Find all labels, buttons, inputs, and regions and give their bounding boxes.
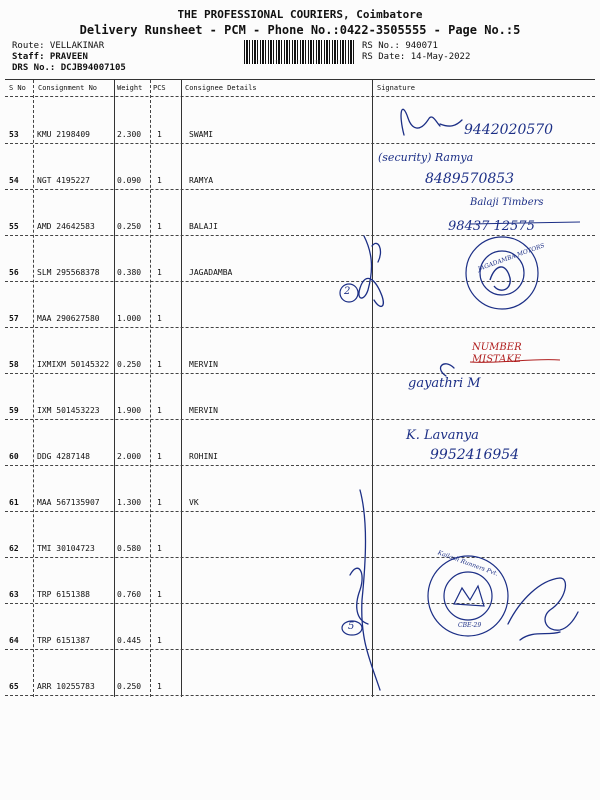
row-consignment: DDG 4287148: [37, 452, 90, 461]
row-consignee: RAMYA: [189, 176, 214, 185]
row-divider: [5, 281, 595, 282]
row-sno: 62: [9, 544, 19, 553]
row-weight: 2.300: [117, 130, 142, 139]
row-weight: 0.760: [117, 590, 142, 599]
row-pcs: 1: [157, 636, 162, 645]
row-pcs: 1: [157, 406, 162, 415]
handwritten-signature: gayathri M: [408, 376, 481, 391]
row-consignee: JAGADAMBA: [189, 268, 233, 277]
row-consignee: VK: [189, 498, 199, 507]
row-sno: 64: [9, 636, 19, 645]
row-consignment: MAA 290627580: [37, 314, 100, 323]
row-weight: 0.380: [117, 268, 142, 277]
stamp-text: JAGADAMBA MOTORS: [476, 242, 546, 273]
row-consignment: TRP 6151388: [37, 590, 90, 599]
row-sno: 56: [9, 268, 19, 277]
rs-date: RS Date: 14-May-2022: [362, 52, 471, 62]
col-divider: [33, 80, 34, 697]
row-consignment: AMD 24642583: [37, 222, 95, 231]
handwritten-phone: 9952416954: [430, 447, 520, 463]
row-pcs: 1: [157, 360, 162, 369]
runsheet-title: Delivery Runsheet - PCM - Phone No.:0422-3505555 - Page No.:5: [79, 23, 521, 37]
row-weight: 0.250: [117, 222, 142, 231]
row-pcs: 1: [157, 544, 162, 553]
row-divider: [5, 373, 595, 374]
row-consignment: TMI 30104723: [37, 544, 95, 553]
signature-long-stroke: [360, 490, 380, 690]
row-divider: [5, 695, 595, 696]
handwritten-phone: 9442020570: [464, 122, 554, 138]
row-consignment: TRP 6151387: [37, 636, 90, 645]
row-consignment: NGT 4195227: [37, 176, 90, 185]
row-weight: 1.000: [117, 314, 142, 323]
row-pcs: 1: [157, 590, 162, 599]
signature-hook: [350, 568, 368, 624]
stamp-text: CBE-29: [458, 622, 482, 629]
row-consignment: ARR 10255783: [37, 682, 95, 691]
row-sno: 61: [9, 498, 19, 507]
row-weight: 0.090: [117, 176, 142, 185]
header-divider: [5, 96, 595, 97]
col-divider: [372, 80, 373, 697]
row-divider: [5, 143, 595, 144]
row-divider: [5, 511, 595, 512]
row-sno: 57: [9, 314, 19, 323]
row-sno: 53: [9, 130, 19, 139]
row-divider: [5, 649, 595, 650]
company-title: THE PROFESSIONAL COURIERS, Coimbatore: [177, 8, 423, 21]
staff-label: Staff: PRAVEEN: [12, 52, 88, 62]
signature-flourish: [440, 120, 462, 126]
row-weight: 0.250: [117, 682, 142, 691]
row-consignee: MERVIN: [189, 406, 218, 415]
row-divider: [5, 327, 595, 328]
row-pcs: 1: [157, 176, 162, 185]
col-header-pcs: PCS: [153, 84, 166, 92]
row-consignment: IXMIXM 50145322: [37, 360, 110, 369]
row-consignment: KMU 2198409: [37, 130, 90, 139]
table-top-border: [5, 79, 595, 80]
route-label: Route: VELLAKINAR: [12, 41, 105, 51]
row-divider: [5, 419, 595, 420]
row-sno: 60: [9, 452, 19, 461]
row-pcs: 1: [157, 452, 162, 461]
row-sno: 58: [9, 360, 19, 369]
signature-right-tail: [520, 632, 560, 640]
row-divider: [5, 235, 595, 236]
row-divider: [5, 557, 595, 558]
handwritten-name: K. Lavanya: [406, 428, 479, 443]
row-pcs: 1: [157, 314, 162, 323]
col-divider: [181, 80, 182, 697]
row-pcs: 1: [157, 268, 162, 277]
signature-squiggle: [401, 109, 440, 135]
handwritten-note: (security) Ramya: [378, 151, 474, 164]
handwritten-name: Balaji Timbers: [470, 197, 544, 208]
row-pcs: 1: [157, 498, 162, 507]
signature-scribble: [372, 243, 380, 262]
row-weight: 2.000: [117, 452, 142, 461]
row-sno: 63: [9, 590, 19, 599]
col-header-weight: Weight: [117, 84, 143, 92]
row-divider: [5, 189, 595, 190]
row-divider: [5, 603, 595, 604]
rs-number: RS No.: 940071: [362, 41, 438, 51]
drs-number: DRS No.: DCJB94007105: [12, 63, 126, 73]
row-divider: [5, 465, 595, 466]
row-pcs: 1: [157, 682, 162, 691]
row-consignee: SWAMI: [189, 130, 214, 139]
row-weight: 1.300: [117, 498, 142, 507]
col-header-consignee: Consignee Details: [185, 84, 257, 92]
row-sno: 65: [9, 682, 19, 691]
signature-right: [508, 578, 578, 630]
handwritten-note-red: NUMBER MISTAKE: [472, 342, 522, 365]
row-sno: 54: [9, 176, 19, 185]
row-consignee: MERVIN: [189, 360, 218, 369]
barcode: [244, 40, 356, 64]
col-divider: [150, 80, 151, 697]
handwritten-mark: 2: [344, 286, 351, 297]
row-sno: 55: [9, 222, 19, 231]
row-consignment: IXM 501453223: [37, 406, 100, 415]
signature-loop: [441, 364, 454, 376]
row-consignment: SLM 295568378: [37, 268, 100, 277]
row-consignee: ROHINI: [189, 452, 218, 461]
row-pcs: 1: [157, 130, 162, 139]
col-divider: [114, 80, 115, 697]
handwritten-phone: 98437 12575: [448, 219, 535, 234]
row-sno: 59: [9, 406, 19, 415]
row-weight: 0.445: [117, 636, 142, 645]
row-pcs: 1: [157, 222, 162, 231]
row-consignee: BALAJI: [189, 222, 218, 231]
stamp-text: Kailash Runners Pvt.: [436, 549, 499, 578]
row-weight: 0.580: [117, 544, 142, 553]
row-weight: 0.250: [117, 360, 142, 369]
row-weight: 1.900: [117, 406, 142, 415]
col-header-sno: S No: [9, 84, 26, 92]
col-header-consignment: Consignment No: [38, 84, 98, 92]
col-header-signature: Signature: [377, 84, 415, 92]
row-consignment: MAA 567135907: [37, 498, 100, 507]
handwritten-mark: 5: [348, 621, 355, 632]
handwritten-phone: 8489570853: [425, 171, 515, 187]
